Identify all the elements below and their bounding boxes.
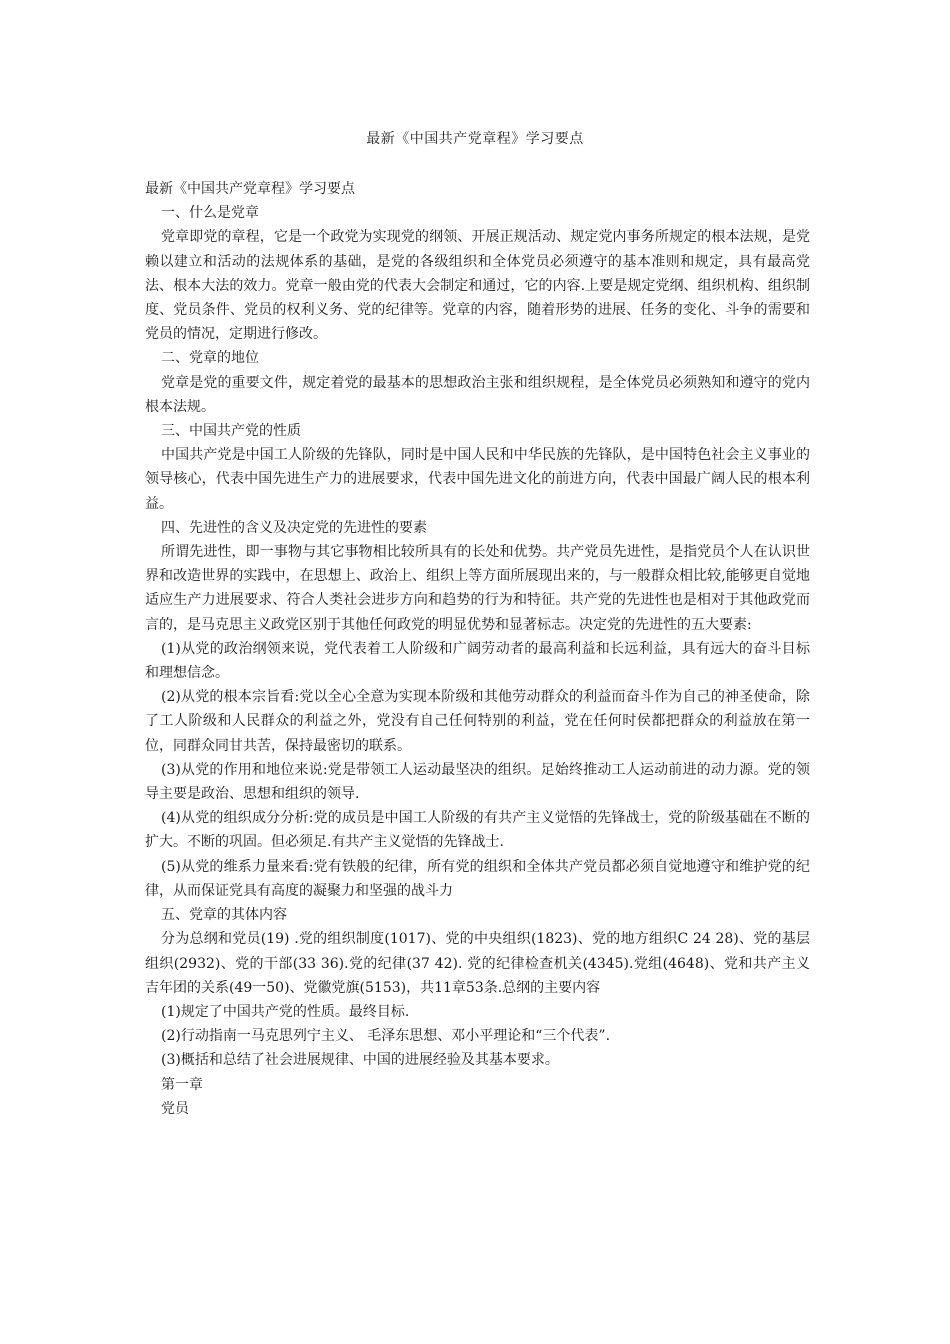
list-item: (1)规定了中国共产党的性质。最终目标. [161, 1003, 410, 1020]
chapter-heading: 第一章 [161, 1076, 203, 1093]
section-heading-charter-status: 二、党章的地位 [161, 350, 259, 367]
chapter-title: 党员 [161, 1100, 189, 1117]
section-heading-party-nature: 三、中国共产党的性质 [161, 423, 301, 440]
body-heading: 最新《中国共产党章程》学习要点 [145, 181, 355, 197]
list-item: (3)概括和总结了社会进展规律、中国的进展经验及其基本要求。 [161, 1052, 559, 1069]
section-heading-what-is-charter: 一、什么是党章 [161, 205, 259, 222]
list-item: (2)行动指南一马克思列宁主义、 毛泽东思想、邓小平理论和“三个代表”. [161, 1028, 611, 1045]
document-body [145, 177, 810, 1121]
section-heading-specific-content: 五、党章的其体内容 [161, 907, 287, 924]
paragraph: 中国共产党是中国工人阶级的先锋队，同时是中国人民和中华民族的先锋队，是中国特色社会主义事业的领导核心，代表中国先进生产力的进展要求，代表中国先进文化的前进方向，代表中国最广阔人民的根本利益。 [145, 447, 810, 512]
list-item: (5)从党的维系力量来看:党有铁般的纪律，所有党的组织和全体共产党员都必须自觉地遵守和维护党的纪律，从而保证党具有高度的凝聚力和坚强的战斗力 [145, 858, 810, 899]
paragraph: 所谓先进性，即一事物与其它事物相比较所具有的长处和优势。共产党员先进性，是指党员个人在认识世界和改造世界的实践中，在思想上、政治上、组织上等方面所展现出来的，与一般群众相比较,能够更自觉地适应生产力进展要求、符合人类社会进步方向和趋势的行为和特征。共产党的先进性也是相对于其他政党而言的，是马克思主义政党区别于其他任何政党的明显优势和显著标志。决定党的先进性的五大要素: [145, 544, 810, 633]
paragraph: 分为总纲和党员(19) .党的组织制度(1017)、党的中央组织(1823)、党的地方组织C 24 28)、党的基层组织(2932)、党的干部(33 36).党的纪律(37 42). 党的纪律检查机关(4345).党组(4648)、党和共产主义吉年团的关系(49一50)、党徽党旗(5153)，共11章53条.总纲的主要内容 [145, 931, 810, 996]
list-item: (1)从党的政治纲领来说，党代表着工人阶级和广阔劳动者的最高利益和长远利益，具有远大的奋斗目标和理想信念。 [145, 640, 810, 682]
paragraph: 党章即党的章程，它是一个政党为实现党的纲领、开展正规活动、规定党内事务所规定的根本法规，是党赖以建立和活动的法规体系的基础，是党的各级组织和全体党员必须遵守的基本准则和规定，具有最高党法、根本大法的效力。党章一般由党的代表大会制定和通过，它的内容.上要是规定党纲、组织机构、组织制度、党员条件、党员的权利义务、党的纪律等。党章的内容，随着形势的进展、任务的变化、斗争的需要和党员的情况，定期进行修改。 [145, 229, 810, 343]
document-title: 最新《中国共产党章程》学习要点 [366, 131, 584, 147]
list-item: (4)从党的组织成分分析:党的成员是中国工人阶级的有共产主义觉悟的先锋战士，党的阶级基础在不断的扩大。不断的巩固。但必须足.有共产主义觉悟的先锋战士. [145, 810, 810, 851]
paragraph: 党章是党的重要文件，规定着党的最基本的思想政治主张和组织规程，是全体党员必须熟知和遵守的党内根本法规。 [145, 374, 810, 415]
section-heading-advancement: 四、先进性的含义及决定党的先进性的要素 [161, 519, 427, 536]
list-item: (2)从党的根本宗旨看:党以全心全意为实现本阶级和其他劳动群众的利益而奋斗作为自己的神圣使命，除了工人阶级和人民群众的利益之外，党没有自己任何特别的利益，党在任何时侯都把群众的利益放在第一位，同群众同甘共苦，保持最密切的联系。 [145, 689, 810, 754]
list-item: (3)从党的作用和地位来说:党是带领工人运动最坚决的组织。足始终推动工人运动前进的动力源。党的领导主要是政治、思想和组织的领导. [145, 761, 810, 803]
